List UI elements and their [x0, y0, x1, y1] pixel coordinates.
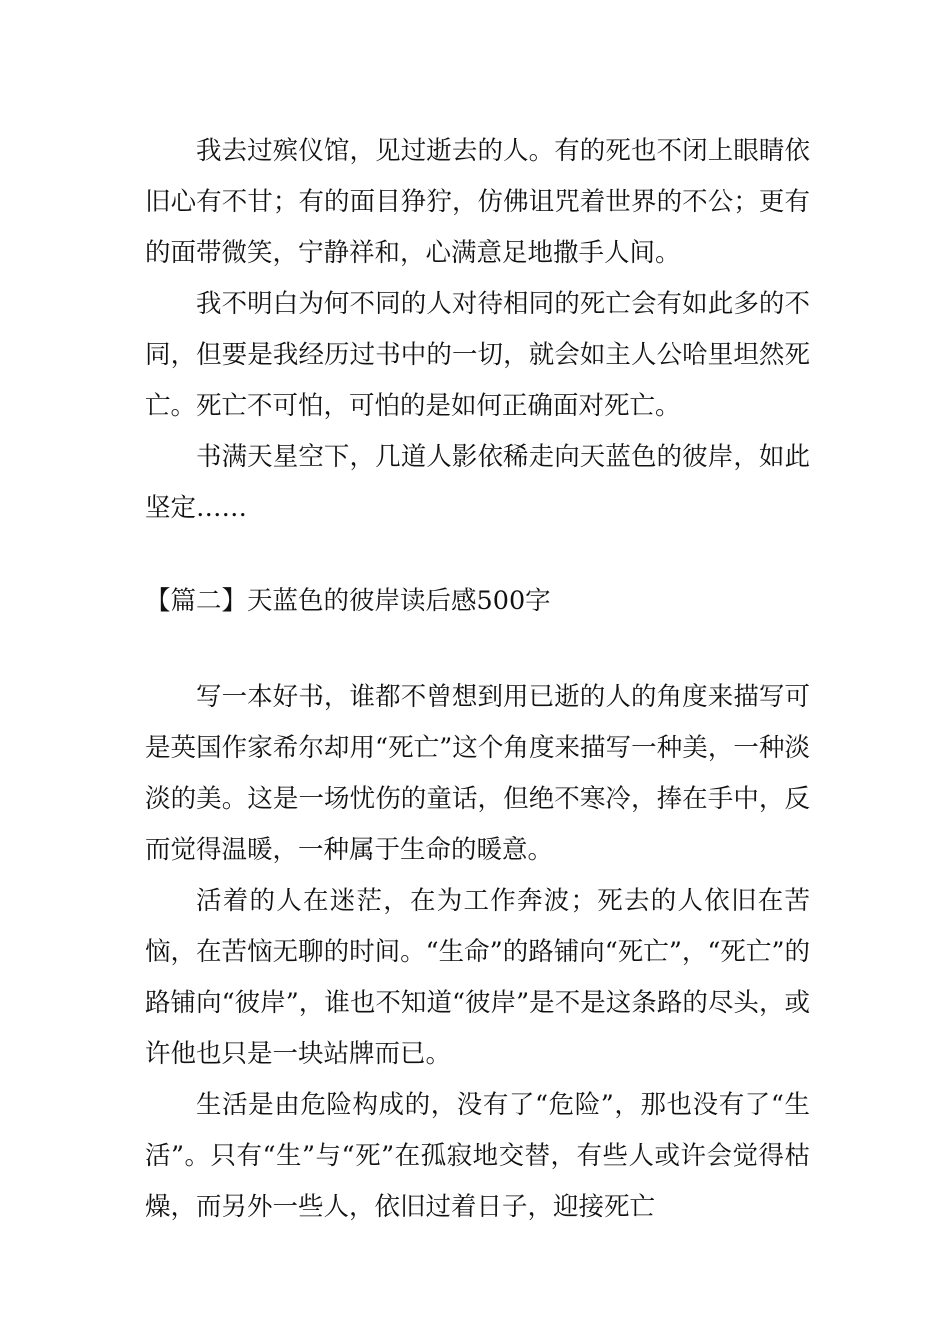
- essay-section-two: [145, 672, 810, 1233]
- section-heading: 【篇二】天蓝色的彼岸读后感500字: [145, 586, 551, 616]
- paragraph-good-book: 写一本好书，谁都不曾想到用已逝的人的角度来描写可是英国作家希尔却用“死亡”这个角度来描写一种美，一种淡淡的美。这是一场忧伤的童话，但绝不寒冷，捧在手中，反而觉得温暖，一种属于生命的暖意。: [145, 682, 810, 865]
- paragraph-life-and-danger: 生活是由危险构成的，没有了“危险”，那也没有了“生活”。只有“生”与“死”在孤寂地交替，有些人或许会觉得枯燥，而另外一些人，依旧过着日子，迎接死亡: [145, 1090, 810, 1222]
- essay-section-one: [145, 126, 810, 534]
- paragraph-living-and-dead: 活着的人在迷茫，在为工作奔波；死去的人依旧在苦恼，在苦恼无聊的时间。“生命”的路铺向“死亡”，“死亡”的路铺向“彼岸”，谁也不知道“彼岸”是不是这条路的尽头，或许他也只是一块站牌而已。: [145, 886, 810, 1069]
- paragraph-facing-death: 我不明白为何不同的人对待相同的死亡会有如此多的不同，但要是我经历过书中的一切，就会如主人公哈里坦然死亡。死亡不可怕，可怕的是如何正确面对死亡。: [145, 289, 810, 421]
- paragraph-starry-sky: 书满天星空下，几道人影依稀走向天蓝色的彼岸，如此坚定……: [145, 442, 810, 523]
- paragraph-funeral-home: 我去过殡仪馆，见过逝去的人。有的死也不闭上眼睛依旧心有不甘；有的面目狰狞，仿佛诅咒着世界的不公；更有的面带微笑，宁静祥和，心满意足地撒手人间。: [145, 136, 810, 268]
